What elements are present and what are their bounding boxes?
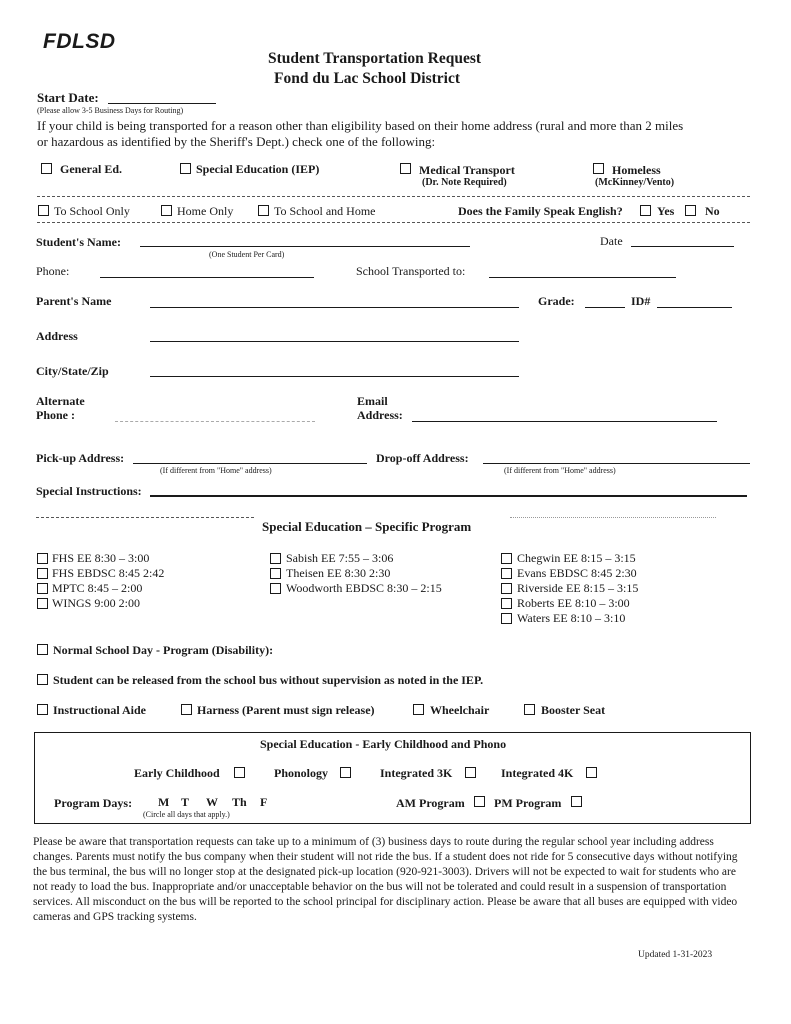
program-checkbox[interactable] xyxy=(270,583,281,594)
program-label: Sabish EE 7:55 – 3:06 xyxy=(286,551,394,565)
to-school-only-label: To School Only xyxy=(54,204,130,218)
day-m[interactable]: M xyxy=(158,795,170,809)
school-label: School Transported to: xyxy=(356,264,466,278)
notice-paragraph: Please be aware that transportation requests can take up to a minimum of (3) business days to route during the regular school year including address changes. Parents must notify the bus company when their student will not ride the bus. If a student does not ride for 5 consecutive days without notifying the bus terminal, the bus will no longer stop at the designated pick-up location (920-921-3003). Drivers will not be expected to wait for students who are not ready to load the bus. Inappropriate and/or unacceptable behavior on the bus will not be tolerated and could result in a suspension of transportation services. All misconduct on the bus will be reported to the school principal for disciplinary action. Please be aware that all buses are equipped with video cameras and GPS tracking systems. xyxy=(33,836,738,923)
harness-label: Harness (Parent must sign release) xyxy=(197,703,375,717)
phone-label: Phone: xyxy=(36,264,70,278)
day-w[interactable]: W xyxy=(206,795,218,809)
booster-checkbox[interactable] xyxy=(524,704,535,715)
dropoff-label: Drop-off Address: xyxy=(376,451,469,465)
program-label: Chegwin EE 8:15 – 3:15 xyxy=(517,551,636,565)
normal-day-checkbox[interactable] xyxy=(37,644,48,655)
english-yes-checkbox[interactable] xyxy=(640,205,651,216)
aide-label: Instructional Aide xyxy=(53,703,147,717)
program-checkbox[interactable] xyxy=(501,598,512,609)
program-label: MPTC 8:45 – 2:00 xyxy=(52,581,143,595)
medical-checkbox[interactable] xyxy=(400,163,411,174)
day-f[interactable]: F xyxy=(260,795,268,809)
am-program-label: AM Program xyxy=(396,796,465,810)
special-instructions-field-2[interactable] xyxy=(36,517,254,518)
date-label: Date xyxy=(600,234,623,248)
english-no-checkbox[interactable] xyxy=(685,205,696,216)
program-checkbox[interactable] xyxy=(501,568,512,579)
day-th[interactable]: Th xyxy=(232,795,247,809)
sped-title: Special Education – Specific Program xyxy=(262,519,472,534)
id-field[interactable] xyxy=(657,307,732,308)
program-checkbox[interactable] xyxy=(501,583,512,594)
grade-field[interactable] xyxy=(585,307,625,308)
medical-note: (Dr. Note Required) xyxy=(422,177,507,188)
pickup-label: Pick-up Address: xyxy=(36,451,125,465)
alt-phone-field[interactable] xyxy=(115,421,315,422)
id-label: ID# xyxy=(631,294,651,308)
email-label-1: Email xyxy=(357,394,388,408)
divider xyxy=(37,222,750,223)
aide-checkbox[interactable] xyxy=(37,704,48,715)
date-field[interactable] xyxy=(631,246,734,247)
school-field[interactable] xyxy=(489,277,676,278)
program-checkbox[interactable] xyxy=(270,568,281,579)
wheelchair-checkbox[interactable] xyxy=(413,704,424,715)
program-checkbox[interactable] xyxy=(37,568,48,579)
home-only-checkbox[interactable] xyxy=(161,205,172,216)
city-field[interactable] xyxy=(150,376,519,377)
homeless-note: (McKinney/Vento) xyxy=(595,177,675,188)
city-label: City/State/Zip xyxy=(36,364,109,378)
pickup-field[interactable] xyxy=(133,463,367,464)
program-checkbox[interactable] xyxy=(501,553,512,564)
pm-program-checkbox[interactable] xyxy=(571,796,582,807)
form-title: Student Transportation Request xyxy=(268,50,482,67)
program-label: Riverside EE 8:15 – 3:15 xyxy=(517,581,639,595)
pickup-note: (If different from "Home" address) xyxy=(160,466,272,475)
program-label: Evans EBDSC 8:45 2:30 xyxy=(517,566,637,580)
integrated-3k-label: Integrated 3K xyxy=(380,766,453,780)
general-ed-checkbox[interactable] xyxy=(41,163,52,174)
address-field[interactable] xyxy=(150,341,519,342)
updated-date: Updated 1-31-2023 xyxy=(638,950,713,960)
start-date-field[interactable] xyxy=(108,103,216,104)
intro-line-2: or hazardous as identified by the Sheriff's Dept.) check one of the following: xyxy=(37,134,436,149)
program-label: Woodworth EBDSC 8:30 – 2:15 xyxy=(286,581,442,595)
fdlsd-logo: FDLSD xyxy=(43,30,116,53)
student-name-field[interactable] xyxy=(140,246,470,247)
integrated-3k-checkbox[interactable] xyxy=(465,767,476,778)
email-field[interactable] xyxy=(412,421,717,422)
to-school-only-checkbox[interactable] xyxy=(38,205,49,216)
english-question: Does the Family Speak English? xyxy=(458,204,623,218)
special-ed-label: Special Education (IEP) xyxy=(196,162,320,176)
alt-phone-label-2: Phone : xyxy=(36,408,75,422)
release-checkbox[interactable] xyxy=(37,674,48,685)
parent-name-label: Parent's Name xyxy=(36,294,112,308)
routing-note: (Please allow 3-5 Business Days for Routing) xyxy=(37,106,184,115)
dropoff-note: (If different from "Home" address) xyxy=(504,466,616,475)
phone-field[interactable] xyxy=(100,277,314,278)
parent-name-field[interactable] xyxy=(150,307,519,308)
program-label: WINGS 9:00 2:00 xyxy=(52,596,140,610)
program-label: FHS EBDSC 8:45 2:42 xyxy=(52,566,165,580)
program-checkbox[interactable] xyxy=(37,583,48,594)
integrated-4k-checkbox[interactable] xyxy=(586,767,597,778)
integrated-4k-label: Integrated 4K xyxy=(501,766,574,780)
program-label: FHS EE 8:30 – 3:00 xyxy=(52,551,150,565)
home-only-label: Home Only xyxy=(177,204,234,218)
email-label-2: Address: xyxy=(357,408,403,422)
booster-label: Booster Seat xyxy=(541,703,606,717)
divider xyxy=(37,196,750,197)
intro-line-1: If your child is being transported for a reason other than eligibility based on their home address (rural and more than 2 miles xyxy=(37,118,684,133)
normal-day-label: Normal School Day - Program (Disability): xyxy=(53,643,274,657)
program-checkbox[interactable] xyxy=(37,553,48,564)
early-childhood-label: Early Childhood xyxy=(134,766,220,780)
address-label: Address xyxy=(36,329,78,343)
program-checkbox[interactable] xyxy=(501,613,512,624)
general-ed-label: General Ed. xyxy=(60,162,122,176)
program-label: Waters EE 8:10 – 3:10 xyxy=(517,611,626,625)
medical-label: Medical Transport xyxy=(419,163,515,177)
program-label: Theisen EE 8:30 2:30 xyxy=(286,566,391,580)
early-title: Special Education - Early Childhood and Phono xyxy=(260,737,507,751)
program-days-label: Program Days: xyxy=(54,796,133,810)
day-t[interactable]: T xyxy=(181,795,190,809)
program-label: Roberts EE 8:10 – 3:00 xyxy=(517,596,630,610)
homeless-checkbox[interactable] xyxy=(593,163,604,174)
grade-label: Grade: xyxy=(538,294,575,308)
homeless-label: Homeless xyxy=(612,163,661,177)
program-checkbox[interactable] xyxy=(270,553,281,564)
special-instructions-field-3[interactable] xyxy=(510,517,716,518)
school-and-home-checkbox[interactable] xyxy=(258,205,269,216)
phonology-checkbox[interactable] xyxy=(340,767,351,778)
program-checkbox[interactable] xyxy=(37,598,48,609)
school-and-home-label: To School and Home xyxy=(274,204,376,218)
special-ed-checkbox[interactable] xyxy=(180,163,191,174)
circle-note: (Circle all days that apply.) xyxy=(143,810,230,819)
wheelchair-label: Wheelchair xyxy=(430,703,490,717)
start-date-label: Start Date: xyxy=(37,90,99,105)
am-program-checkbox[interactable] xyxy=(474,796,485,807)
one-student-note: (One Student Per Card) xyxy=(209,250,285,259)
dropoff-field[interactable] xyxy=(483,463,750,464)
release-label: Student can be released from the school bus without supervision as noted in the IEP. xyxy=(53,673,484,687)
english-yes-label: Yes xyxy=(657,204,675,218)
english-no-label: No xyxy=(705,204,720,218)
pm-program-label: PM Program xyxy=(494,796,562,810)
special-instructions-label: Special Instructions: xyxy=(36,484,142,498)
harness-checkbox[interactable] xyxy=(181,704,192,715)
phonology-label: Phonology xyxy=(274,766,329,780)
special-instructions-field[interactable] xyxy=(150,495,747,497)
alt-phone-label-1: Alternate xyxy=(36,394,85,408)
student-name-label: Student's Name: xyxy=(36,235,122,249)
early-childhood-checkbox[interactable] xyxy=(234,767,245,778)
form-subtitle: Fond du Lac School District xyxy=(274,70,461,87)
